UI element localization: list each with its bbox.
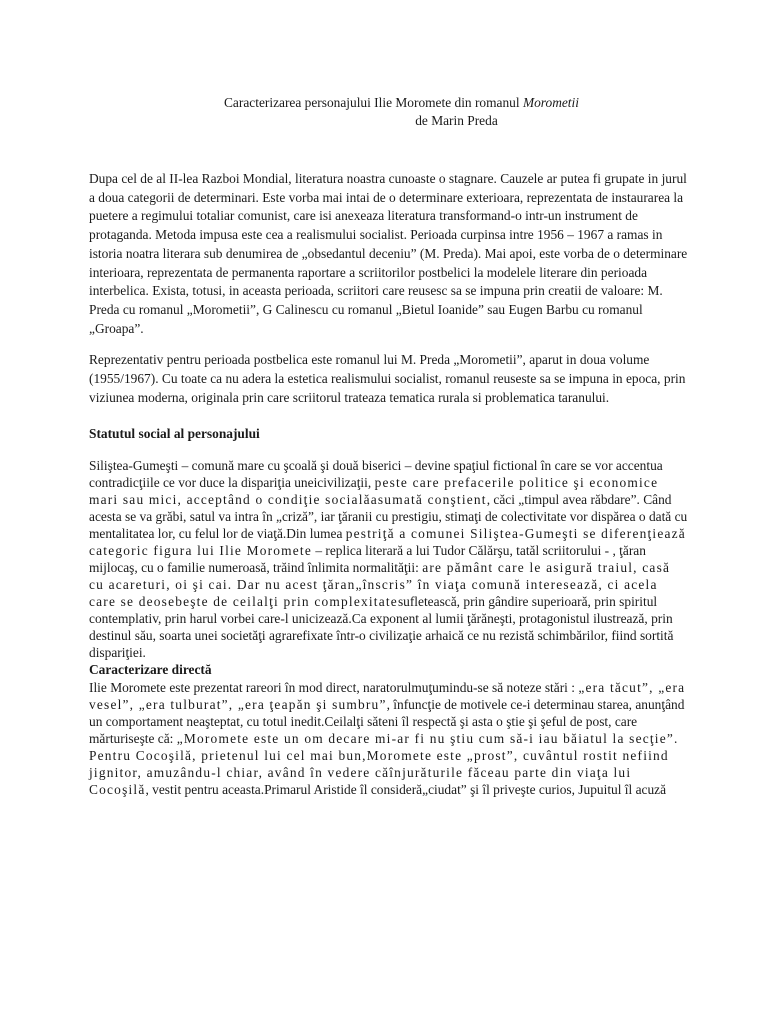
- section-heading-direct-characterization: Caracterizare directă: [89, 662, 212, 678]
- paragraph-2: Reprezentativ pentru perioada postbelica este romanul lui M. Preda „Morometii”, aparut in doua volume (1955/1967). Cu toate ca nu adera la estetica realismului socialist, romanul reuseste sa se impuna in epoca, prin viziunea moderna, originala prin care scriitorul trateaza tematica rurala si problematica taranului.: [89, 352, 686, 405]
- paragraph-4: Ilie Moromete este prezentat rareori în mod direct, naratorulmuţumindu-se să noteze stări : „era tăcut”, „era vesel”, „era tulburat”, „era ţeapăn şi sumbru”, înfuncţie de motivele ce-i determinau starea, anunţând un comportament neaşteptat, cu totul inedit.Ceilalţi săteni îl respectă şi asta o ştie şi şeful de post, care mărturiseşte că: „Moromete este un om decare mi-ar fi nu ştiu cum să-i iau băiatul la secţie”. Pentru Cocoşilă, prietenul lui cel mai bun,Moromete este „prost”, cuvântul rostit nefiind jignitor, amuzându-l chiar, având în vedere căînjurăturile făceau parte din viaţa lui Cocoşilă, vestit pentru aceasta.Primarul Aristide îl consideră„ciudat” şi îl priveşte curios, Jupuitul îl acuză: [89, 680, 686, 798]
- title-line-2-author: de Marin Preda: [415, 113, 498, 128]
- paragraph-1: Dupa cel de al II-lea Razboi Mondial, literatura noastra cunoaste o stagnare. Cauzele ar putea fi grupate in jurul a doua categorii de determinari. Este vorba mai intai de o determinare exterioara, reprezentata de instaurarea la puetere a regimului totaliar comunist, care isi anexeaza literatura transformand-o intr-un instrument de protaganda. Metoda impusa este cea a realismului socialist. Perioada curpinsa intre 1956 – 1967 a ramas in istoria noatra literara sub denumirea de „obsedantul deceniu” (M. Preda). Mai apoi, este vorba de o determinare interioara, reprezentata de permanenta raportare a scriitorilor postbelici la modelele literare din perioada interbelica. Exista, totusi, in aceasta perioada, scriitori care reusesc sa se impuna prin creatii de valoare: M. Preda cu romanul „Morometii”, G Calinescu cu romanul „Bietul Ioanide” sau Eugen Barbu cu romanul „Groapa”.: [89, 171, 688, 336]
- title-italic-novel: Morometii: [522, 95, 579, 110]
- document-title: [89, 94, 688, 130]
- paragraph-3: Siliştea-Gumeşti – comună mare cu şcoală şi două biserici – devine spaţiul fictional în care se vor accentua contradicţiile ce vor duce la dispariţia uneicivilizaţii, peste care prefacerile politice şi economice mari sau mici, acceptând o condiţie socialăasumată conştient, căci „timpul avea răbdare”. Când acesta se va grăbi, satul va intra în „criză”, iar ţăranii cu prestigiu, stimaţi de colectivitate vor dispărea o dată cu mentalitatea lor, cu felul lor de viaţă.Din lumea pestriţă a comunei Siliştea-Gumeşti se diferenţiează categoric figura lui Ilie Moromete – replica literară a lui Tudor Călărşu, tatăl scriitorului - , ţăran mijlocaş, cu o familie numeroasă, trăind înlimita normalităţii: are pământ care le asigură traiul, casă cu acareturi, oi şi cai. Dar nu acest ţăran„înscris” în viaţa comună interesează, ci acela care se deosebeşte de ceilalţi prin complexitatesufletească, prin gândire superioară, prin spiritul contemplativ, prin harul vorbei care-l unicizează.Ca exponent al lumii ţărăneşti, protagonistul ilustrează, prin destinul său, soarta unei societăţi agrarefixate într-o civilizaţie arhaică ce nu rezistă schimbărilor, fiind sortită dispariţiei.: [89, 458, 688, 661]
- title-line-1: Caracterizarea personajului Ilie Moromete din romanul Morometii: [224, 95, 579, 110]
- section-heading-social-status: Statutul social al personajului: [89, 426, 260, 442]
